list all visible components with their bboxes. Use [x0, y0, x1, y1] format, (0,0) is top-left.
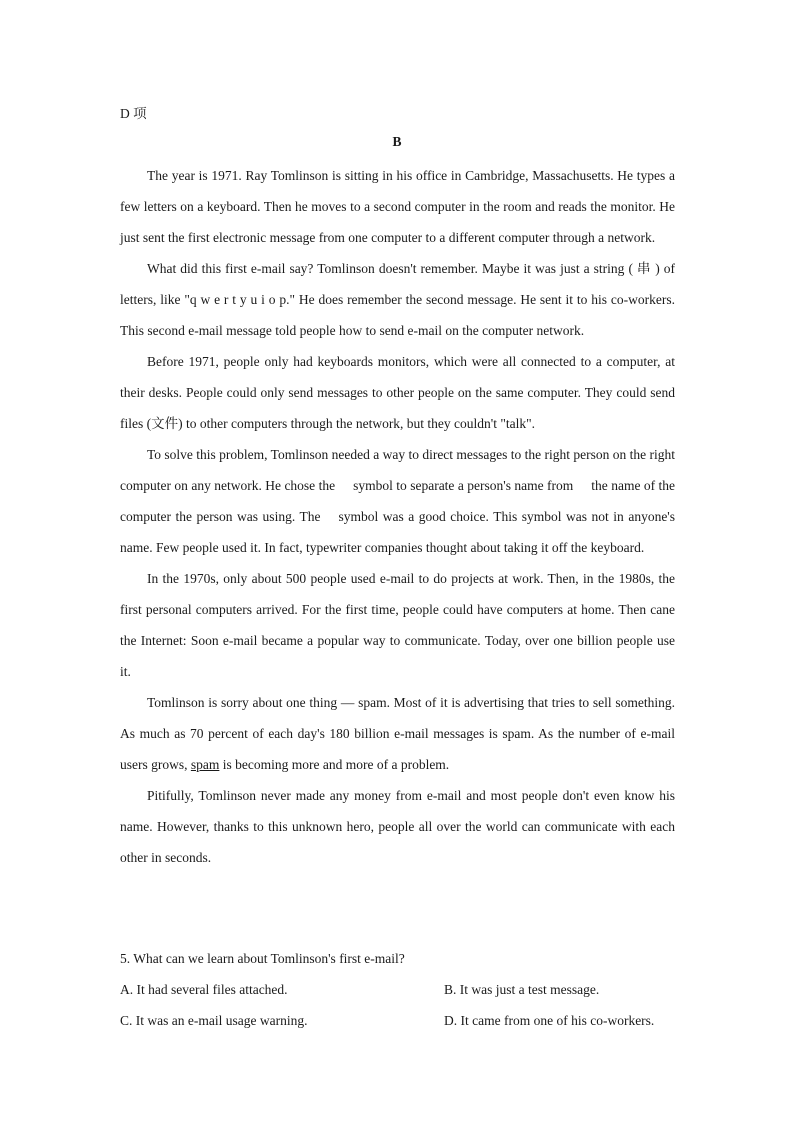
paragraph-6-part-2: is becoming more and more of a problem. — [222, 757, 450, 772]
paragraph-4-part-1: To solve this problem, Tomlinson needed a way to direct messages to the right person on the right computer on any network. He chose the — [120, 447, 676, 493]
paragraph-5: In the 1970s, only about 500 people used e-mail to do projects at work. Then, in the 1980s, the first personal computers arrived. For the first time, people could have computers at home. Then cane the Internet: Soon e-mail became a popular way to communicate. Today, over one billion people use it. — [120, 571, 675, 679]
passage-title: B — [392, 134, 402, 149]
paragraph-1: The year is 1971. Ray Tomlinson is sitting in his office in Cambridge, Massachusetts. He types a few letters on a keyboard. Then he moves to a second computer in the room and reads the monitor. He just sent the first electronic message from one computer to a different computer through a network. — [120, 168, 675, 245]
paragraph-4-part-2: symbol to separate a person's name from — [353, 478, 574, 493]
option-b: B. It was just a test message. — [444, 982, 600, 997]
paragraph-3: Before 1971, people only had keyboards monitors, which were all connected to a computer, at their desks. People could only send messages to other people on the same computer. They could send files (文件) to other computers through the network, but they couldn't "talk". — [120, 354, 675, 431]
paragraph-2: What did this first e-mail say? Tomlinson doesn't remember. Maybe it was just a string ( 串 ) of letters, like "q w e r t y u i o p." He does remember the second message. He sent it to his co-workers. This second e-mail message told people how to send e-mail on the computer network. — [120, 261, 675, 338]
passage-body — [120, 160, 675, 873]
section-label: D 项 — [120, 106, 147, 121]
paragraph-4-part-3: the name of the computer the person was using. The — [120, 478, 676, 524]
underlined-word: spam — [190, 757, 220, 772]
paragraph-4-part-4: symbol was a good choice. This symbol was not in anyone's name. Few people used it. In fact, typewriter companies thought about taking it off the keyboard. — [120, 509, 675, 555]
paragraph-6 — [120, 687, 675, 780]
option-c: C. It was an e-mail usage warning. — [120, 1013, 308, 1028]
option-d: D. It came from one of his co-workers. — [444, 1013, 655, 1028]
paragraph-6-part-1: Tomlinson is sorry about one thing — spam. Most of it is advertising that tries to sell something. As much as 70 percent of each day's 180 billion e-mail messages is spam. As the number of e-mail users grows, — [120, 695, 675, 772]
option-a: A. It had several files attached. — [120, 982, 288, 997]
paragraph-7: Pitifully, Tomlinson never made any money from e-mail and most people don't even know his name. However, thanks to this unknown hero, people all over the world can communicate with each other in seconds. — [120, 788, 675, 865]
question-stem: 5. What can we learn about Tomlinson's first e-mail? — [120, 951, 405, 966]
paragraph-4 — [120, 439, 675, 563]
